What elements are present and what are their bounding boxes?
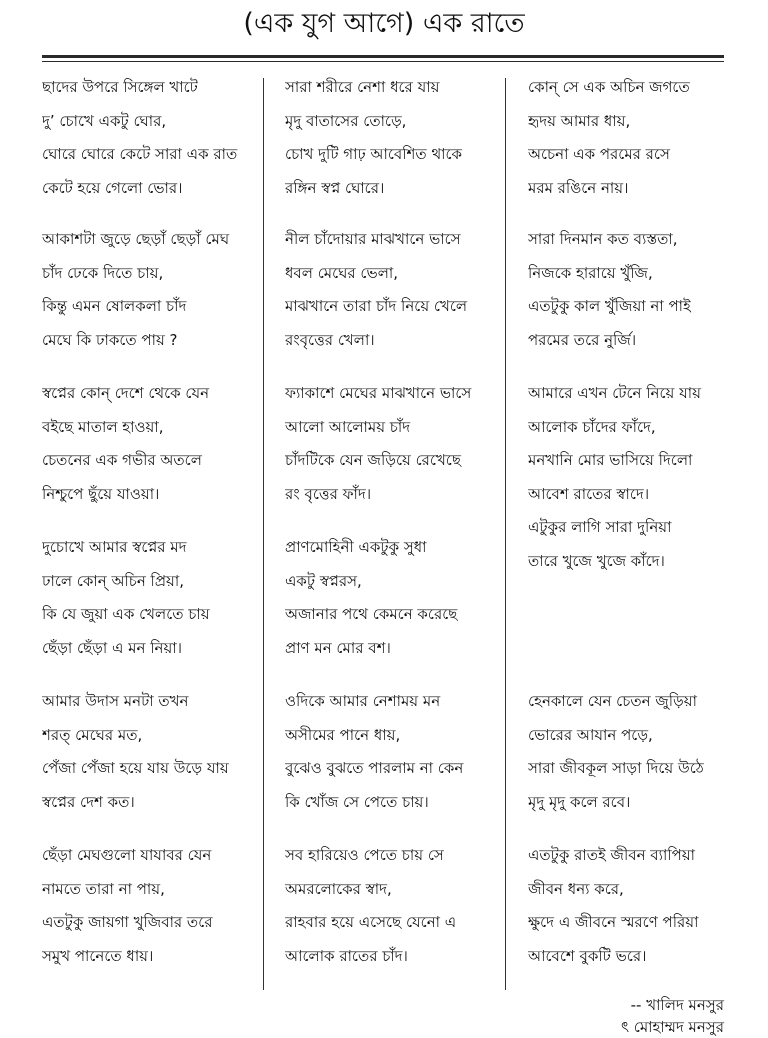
poem-line: মরম রঙিনে নায়।: [528, 178, 629, 197]
poem-line: পেঁজা পেঁজা হয়ে যায় উড়ে যায়: [42, 759, 229, 777]
poem-line: কি খোঁজ সে পেতে চায়।: [285, 792, 429, 811]
column-divider-right: [505, 78, 506, 990]
stanza: [528, 377, 743, 578]
poem-line: আলো আলোময় চাঁদ: [285, 417, 411, 436]
poem-line: রংবৃত্তের খেলা।: [285, 330, 375, 349]
poem-line: দু’ চোখে একটু ঘোর,: [42, 111, 167, 130]
poem-line: কেটে হয়ে গেলো ভোর।: [42, 178, 183, 197]
poem-line: আবেশে বুকটি ভরে।: [528, 946, 647, 965]
poem-line: নিশ্চুপে ছুঁয়ে যাওয়া।: [42, 484, 160, 503]
stanza: [528, 223, 743, 357]
poem-line: হেনকালে যেন চেতন জুড়িয়া: [528, 692, 697, 710]
poem-line: শরত্ মেঘের মত,: [42, 725, 143, 744]
stanza: [285, 531, 500, 665]
poem-line: স্বপ্নের কোন্ দেশে থেকে যেন: [42, 384, 210, 402]
stanza: [42, 71, 257, 205]
poem-line: চেতনের এক গভীর অতলে: [42, 451, 202, 469]
title-divider-thick: [42, 55, 724, 58]
poem-line: এতটুকু রাতই জীবন ব্যাপিয়া: [528, 846, 696, 864]
stanza: [528, 685, 743, 819]
stanza: [285, 839, 500, 973]
stanza: [285, 71, 500, 205]
poem-line: দুচোখে আমার স্বপ্নের মদ: [42, 538, 187, 556]
poem-line: হৃদয় আমার ধায়,: [528, 111, 631, 130]
poem-line: সমুখ পানেতে ধায়।: [42, 946, 154, 965]
poem-line: কি যে জুয়া এক খেলতে চায়: [42, 605, 210, 623]
poem-line: চোখ দুটি গাঢ় আবেশিত থাকে: [285, 145, 463, 163]
poem-line: বুঝেও বুঝতে পারলাম না কেন: [285, 759, 464, 777]
poem-line: চাঁদটিকে যেন জড়িয়ে রেখেছে: [285, 451, 461, 469]
poem-line: সারা জীবকূল সাড়া দিয়ে উঠে: [528, 759, 704, 777]
poem-line: আলোক রাতের চাঁদ।: [285, 946, 408, 965]
poem-line: অসীমের পানে ধায়,: [285, 725, 401, 744]
stanza: [528, 71, 743, 205]
poem-line: আমারে এখন টেনে নিয়ে যায়: [528, 384, 701, 402]
poem-line: আলোক চাঁদের ফাঁদে,: [528, 417, 656, 436]
poem-line: ধবল মেঘের ভেলা,: [285, 263, 398, 282]
poem-line: এটুকুর লাগি সারা দুনিয়া: [528, 518, 672, 536]
poem-title: (এক যুগ আগে) এক রাতে: [243, 8, 525, 39]
poem-line: মাঝখানে তারা চাঁদ নিয়ে খেলে: [285, 297, 468, 315]
poem-line: এতটুকু কাল খুঁজিয়া না পাই: [528, 297, 691, 315]
poem-line: আবেশ রাতের স্বাদে।: [528, 484, 650, 503]
poem-line: প্রাণ মন মোর বশ।: [285, 638, 391, 657]
poem-line: সারা শরীরে নেশা ধরে যায়: [285, 78, 440, 96]
poem-line: কোন্ সে এক অচিন জগতে: [528, 78, 690, 96]
poem-line: মেঘে কি ঢাকতে পায় ?: [42, 330, 178, 349]
poem-line: ক্ষুদে এ জীবনে স্মরণে পরিয়া: [528, 913, 699, 931]
poem-line: পরমের তরে নুর্জি।: [528, 330, 637, 349]
author-signature: -- খালিদ মনসুর: [630, 996, 724, 1014]
poem-line: প্রাণমোহিনী একটুকু সুধা: [285, 538, 427, 556]
title-divider-thin: [42, 61, 724, 62]
poem-line: নিজকে হারায়ে খুঁজি,: [528, 263, 653, 282]
poem-line: বইছে মাতাল হাওয়া,: [42, 417, 164, 436]
poem-line: স্বপ্নের দেশ কত।: [42, 792, 135, 811]
poem-line: ঢালে কোন্ অচিন প্রিয়া,: [42, 571, 184, 590]
poem-line: রাহবার হয়ে এসেছে যেনো এ: [285, 913, 457, 931]
poem-line: মৃদু বাতাসের তোড়ে,: [285, 111, 407, 130]
poem-line: মৃদু মৃদু কলে রবে।: [528, 792, 631, 811]
poem-line: নীল চাঁদোয়ার মাঝখানে ভাসে: [285, 230, 461, 248]
poem-line: ছেঁড়া মেঘগুলো যাযাবর যেন: [42, 846, 212, 864]
poem-line: আকাশটা জুড়ে ছেড়াঁ ছেড়াঁ মেঘ: [42, 230, 230, 248]
poem-line: সারা দিনমান কত ব্যস্ততা,: [528, 230, 678, 248]
stanza: [42, 377, 257, 511]
poem-line: চাঁদ ঢেকে দিতে চায়,: [42, 263, 164, 282]
poem-line: এতটুকু জায়গা খুজিবার তরে: [42, 913, 213, 931]
poem-line: অমরলোকের স্বাদ,: [285, 879, 392, 898]
poem-line: নামতে তারা না পায়,: [42, 879, 165, 898]
footer-partial-text: ৎ মোহাম্মদ মনসুর: [620, 1018, 724, 1036]
poem-line: রং বৃত্তের ফাঁদ।: [285, 484, 372, 503]
poem-line: ফ্যাকাশে মেঘের মাঝখানে ভাসে: [285, 384, 472, 402]
stanza: [42, 839, 257, 973]
stanza: [285, 685, 500, 819]
poem-line: একটু স্বপ্নরস,: [285, 571, 362, 590]
poem-line: তারে খুজে খুজে কাঁদে।: [528, 551, 665, 570]
poem-line: সব হারিয়েও পেতে চায় সে: [285, 846, 444, 864]
stanza: [42, 531, 257, 665]
stanza: [528, 839, 743, 973]
poem-line: আমার উদাস মনটা তখন: [42, 692, 189, 710]
poem-line: ভোরের আযান পড়ে,: [528, 725, 653, 744]
poem-line: কিন্তু এমন ষোলকলা চাঁদ: [42, 297, 187, 315]
poem-line: ওদিকে আমার নেশাময় মন: [285, 692, 441, 710]
stanza: [285, 223, 500, 357]
poem-line: ঘোরে ঘোরে কেটে সারা এক রাত: [42, 145, 238, 163]
column-divider-left: [263, 78, 264, 990]
stanza: [285, 377, 500, 511]
stanza: [42, 223, 257, 357]
poem-line: রঙ্গিন স্বপ্ন ঘোরে।: [285, 178, 385, 197]
poem-line: ছাদের উপরে সিঙ্গেল খাটে: [42, 78, 198, 96]
poem-line: অচেনা এক পরমের রসে: [528, 145, 670, 163]
poem-line: মনখানি মোর ভাসিয়ে দিলো: [528, 451, 693, 469]
poem-line: অজানার পথে কেমনে করেছে: [285, 605, 458, 623]
stanza: [42, 685, 257, 819]
poem-line: জীবন ধন্য করে,: [528, 879, 624, 898]
poem-line: ছেঁড়া ছেঁড়া এ মন নিয়া।: [42, 638, 183, 657]
